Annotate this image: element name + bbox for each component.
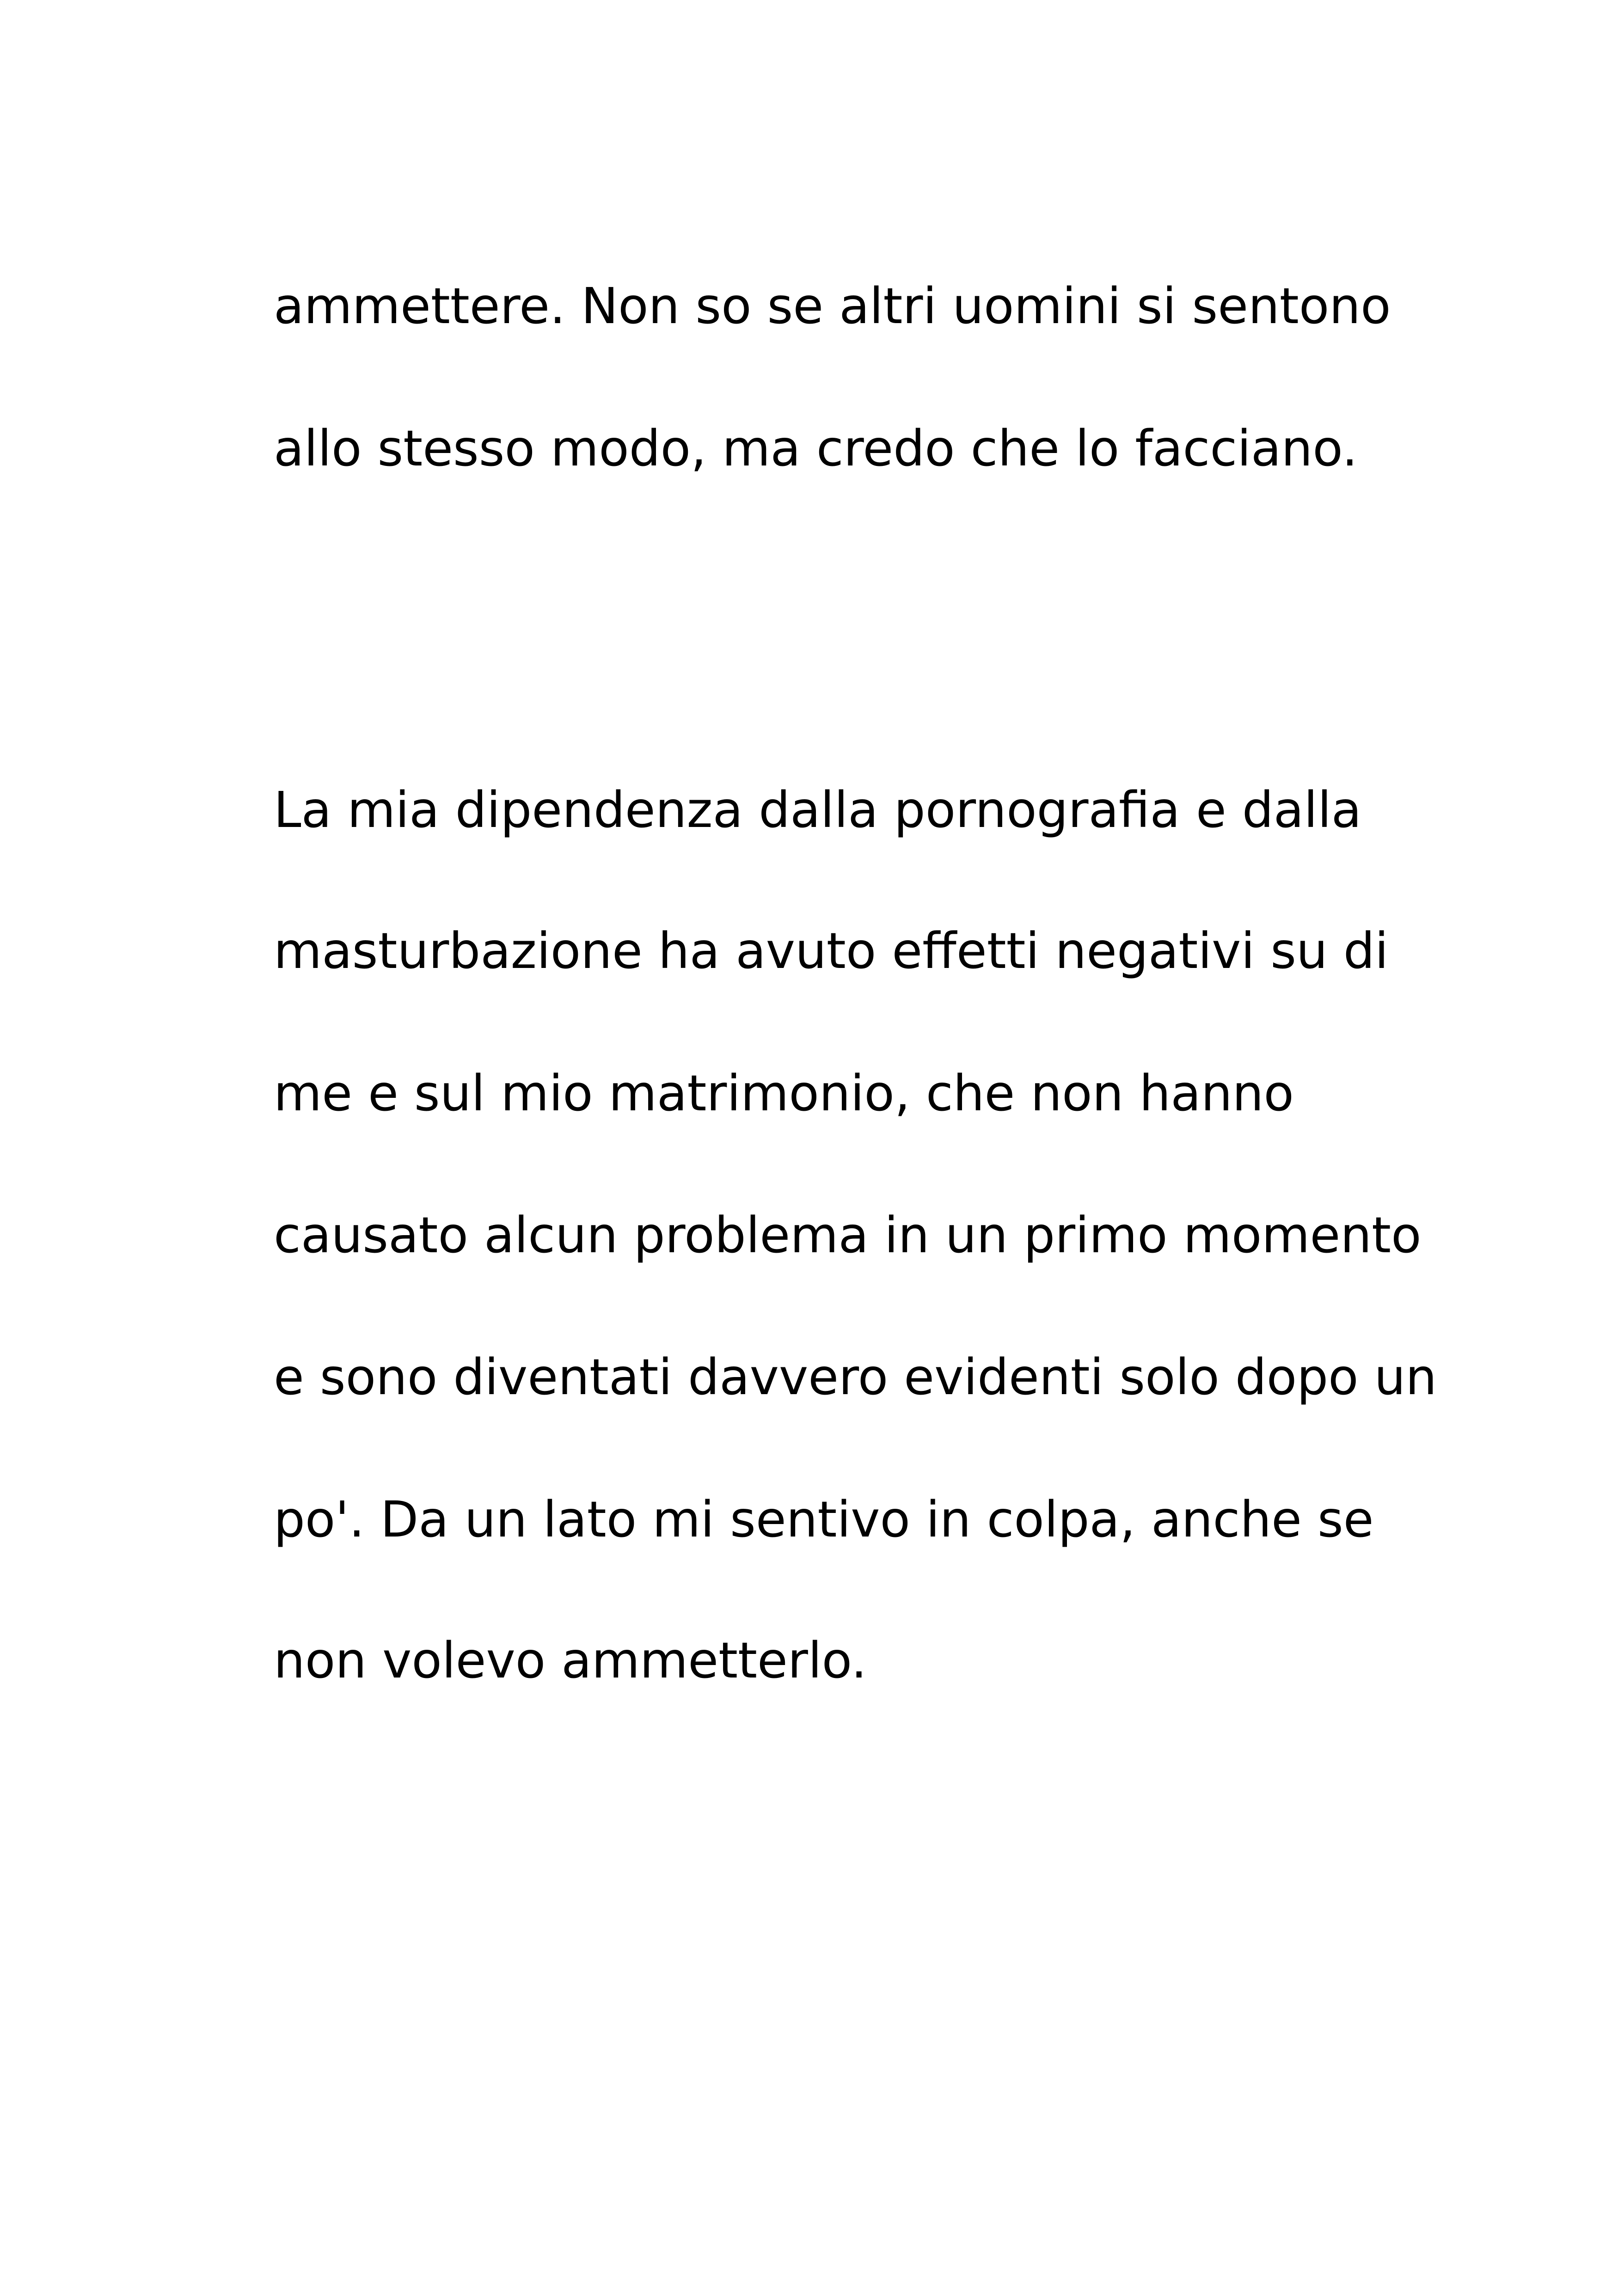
text-line: po'. Da un lato mi sentivo in colpa, anche se	[274, 1491, 1374, 1549]
text-line: ammettere. Non so se altri uomini si sentono	[274, 278, 1391, 335]
text-line: causato alcun problema in un primo momento	[274, 1207, 1422, 1264]
text-line: me e sul mio matrimonio, che non hanno	[274, 1065, 1294, 1122]
text-line: e sono diventati davvero evidenti solo dopo un	[274, 1349, 1437, 1406]
text-line: allo stesso modo, ma credo che lo facciano.	[274, 420, 1358, 478]
text-line: masturbazione ha avuto effetti negativi su di	[274, 923, 1389, 980]
text-line: non volevo ammetterlo.	[274, 1632, 867, 1690]
text-line: La mia dipendenza dalla pornografia e dalla	[274, 782, 1362, 839]
